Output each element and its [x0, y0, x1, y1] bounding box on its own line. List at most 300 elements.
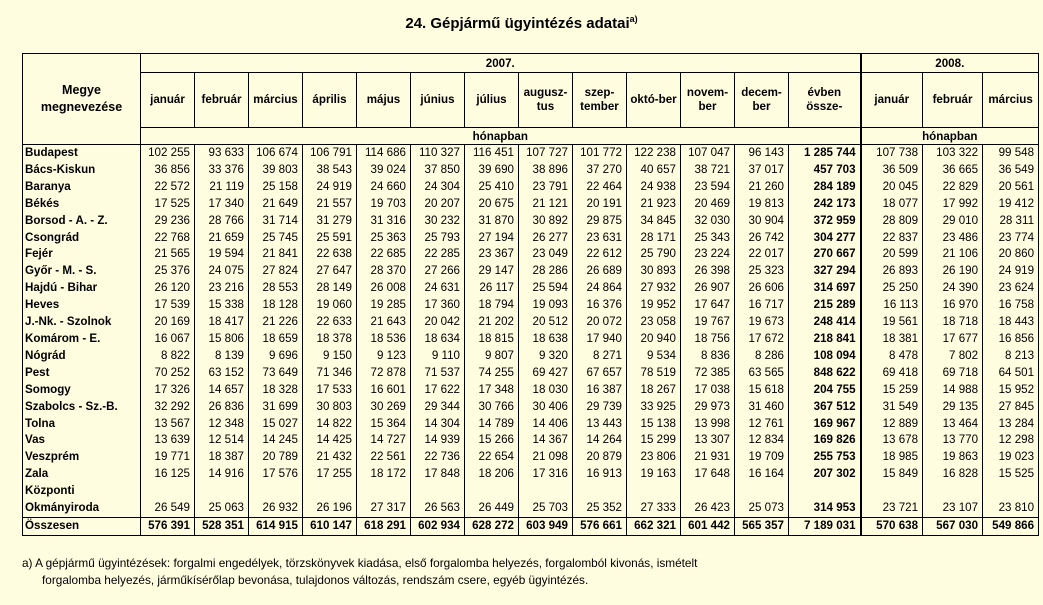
- table-cell: 116 451: [465, 145, 519, 162]
- table-cell: 242 173: [789, 196, 861, 213]
- row-name: Hajdú - Bihar: [23, 280, 141, 297]
- row-name: Nógrád: [23, 348, 141, 365]
- table-cell: 169 826: [789, 432, 861, 449]
- table-cell: 21 106: [923, 246, 983, 263]
- table-cell: 17 533: [303, 382, 357, 399]
- table-cell: [249, 483, 303, 500]
- table-cell: [681, 483, 735, 500]
- table-cell: 72 385: [681, 365, 735, 382]
- table-cell: 26 932: [249, 500, 303, 517]
- table-row: [23, 162, 1039, 179]
- table-cell: 20 191: [573, 196, 627, 213]
- month-header-2007: május: [357, 73, 411, 128]
- table-cell: 23 107: [923, 500, 983, 517]
- table-cell: 601 442: [681, 517, 735, 535]
- table-cell: 8 836: [681, 348, 735, 365]
- table-cell: 19 952: [627, 297, 681, 314]
- footnote-line-2: forgalomba helyezés, járműkísérőlap bevonása, tulajdonos változás, rendszám csere, egyéb ügyintézés.: [42, 573, 589, 587]
- table-cell: 25 410: [465, 179, 519, 196]
- table-row: [23, 297, 1039, 314]
- table-cell: 17 677: [923, 331, 983, 348]
- table-cell: 255 753: [789, 449, 861, 466]
- year-2007-header: 2007.: [141, 54, 861, 73]
- table-cell: 31 316: [357, 213, 411, 230]
- table-cell: 17 038: [681, 382, 735, 399]
- table-cell: 14 916: [195, 466, 249, 483]
- table-cell: 8 213: [983, 348, 1039, 365]
- table-row: [23, 348, 1039, 365]
- table-cell: 21 659: [195, 230, 249, 247]
- table-row: [23, 416, 1039, 433]
- table-cell: 21 432: [303, 449, 357, 466]
- table-cell: 16 164: [735, 466, 789, 483]
- table-cell: 17 255: [303, 466, 357, 483]
- table-cell: 17 539: [141, 297, 195, 314]
- table-cell: 30 904: [735, 213, 789, 230]
- table-cell: 69 418: [861, 365, 923, 382]
- table-cell: 327 294: [789, 263, 861, 280]
- table-cell: 18 718: [923, 314, 983, 331]
- table-cell: 26 549: [141, 500, 195, 517]
- table-cell: 26 893: [861, 263, 923, 280]
- table-cell: 215 289: [789, 297, 861, 314]
- table-cell: 19 673: [735, 314, 789, 331]
- table-cell: 27 194: [465, 230, 519, 247]
- title-text: 24. Gépjármű ügyintézés adatai: [405, 15, 630, 32]
- table-cell: [465, 483, 519, 500]
- table-cell: 22 633: [303, 314, 357, 331]
- table-cell: 20 169: [141, 314, 195, 331]
- table-cell: 15 259: [861, 382, 923, 399]
- table-cell: 18 659: [249, 331, 303, 348]
- table-cell: 28 171: [627, 230, 681, 247]
- table-cell: 24 304: [411, 179, 465, 196]
- table-row: [23, 382, 1039, 399]
- month-header-2007: január: [141, 73, 195, 128]
- table-cell: 20 042: [411, 314, 465, 331]
- table-cell: 24 390: [923, 280, 983, 297]
- table-cell: 848 622: [789, 365, 861, 382]
- table-cell: 23 624: [983, 280, 1039, 297]
- table-cell: 22 464: [573, 179, 627, 196]
- table-cell: 19 412: [983, 196, 1039, 213]
- table-cell: 20 512: [519, 314, 573, 331]
- table-cell: 18 387: [195, 449, 249, 466]
- table-cell: 101 772: [573, 145, 627, 162]
- month-header-2007: március: [249, 73, 303, 128]
- table-cell: 30 269: [357, 399, 411, 416]
- table-cell: 21 931: [681, 449, 735, 466]
- table-cell: 26 120: [141, 280, 195, 297]
- table-cell: 19 285: [357, 297, 411, 314]
- table-cell: 29 739: [573, 399, 627, 416]
- month-header-2007: február: [195, 73, 249, 128]
- table-cell: 106 791: [303, 145, 357, 162]
- table-cell: 13 443: [573, 416, 627, 433]
- table-cell: 21 121: [519, 196, 573, 213]
- table-cell: 30 893: [627, 263, 681, 280]
- table-cell: 284 189: [789, 179, 861, 196]
- table-row: [23, 432, 1039, 449]
- table-cell: 64 501: [983, 365, 1039, 382]
- table-cell: 27 647: [303, 263, 357, 280]
- table-cell: [627, 483, 681, 500]
- table-cell: 9 534: [627, 348, 681, 365]
- table-cell: 614 915: [249, 517, 303, 535]
- table-cell: [923, 483, 983, 500]
- table-row: [23, 483, 1039, 500]
- table-cell: 21 923: [627, 196, 681, 213]
- table-cell: 17 622: [411, 382, 465, 399]
- table-cell: 17 848: [411, 466, 465, 483]
- table-cell: 25 323: [735, 263, 789, 280]
- table-cell: 39 690: [465, 162, 519, 179]
- table-cell: 17 340: [195, 196, 249, 213]
- footnote: [22, 555, 1022, 589]
- table-cell: 27 932: [627, 280, 681, 297]
- table-cell: 15 364: [357, 416, 411, 433]
- table-cell: 9 110: [411, 348, 465, 365]
- row-name: Pest: [23, 365, 141, 382]
- table-cell: 17 360: [411, 297, 465, 314]
- table-cell: 18 128: [249, 297, 303, 314]
- table-cell: 108 094: [789, 348, 861, 365]
- table-cell: 38 543: [303, 162, 357, 179]
- table-row: [23, 230, 1039, 247]
- table-cell: 28 311: [983, 213, 1039, 230]
- table-cell: 23 049: [519, 246, 573, 263]
- table-cell: 21 649: [249, 196, 303, 213]
- table-cell: 26 742: [735, 230, 789, 247]
- row-name: Vas: [23, 432, 141, 449]
- table-cell: 18 378: [303, 331, 357, 348]
- table-cell: 18 417: [195, 314, 249, 331]
- table-cell: 27 845: [983, 399, 1039, 416]
- table-cell: 23 810: [983, 500, 1039, 517]
- table-cell: 16 601: [357, 382, 411, 399]
- table-cell: 71 537: [411, 365, 465, 382]
- table-cell: 14 425: [303, 432, 357, 449]
- table-cell: 314 697: [789, 280, 861, 297]
- table-cell: 26 563: [411, 500, 465, 517]
- month-header-2007: június: [411, 73, 465, 128]
- table-cell: 78 519: [627, 365, 681, 382]
- table-cell: 9 696: [249, 348, 303, 365]
- table-cell: 662 321: [627, 517, 681, 535]
- table-row: [23, 196, 1039, 213]
- unit-header-2007: hónapban: [141, 128, 861, 145]
- row-name: J.-Nk. - Szolnok: [23, 314, 141, 331]
- row-name: Összesen: [23, 517, 141, 535]
- table-cell: 15 338: [195, 297, 249, 314]
- table-cell: 24 864: [573, 280, 627, 297]
- table-cell: [303, 483, 357, 500]
- table-cell: 16 913: [573, 466, 627, 483]
- table-cell: 28 370: [357, 263, 411, 280]
- table-cell: 17 576: [249, 466, 303, 483]
- table-cell: 23 594: [681, 179, 735, 196]
- table-cell: 36 549: [983, 162, 1039, 179]
- table-cell: 9 320: [519, 348, 573, 365]
- table-cell: 18 536: [357, 331, 411, 348]
- table-cell: 26 398: [681, 263, 735, 280]
- table-cell: 24 919: [983, 263, 1039, 280]
- row-name: Heves: [23, 297, 141, 314]
- table-cell: 21 202: [465, 314, 519, 331]
- table-cell: 15 618: [735, 382, 789, 399]
- month-header-2008: február: [923, 73, 983, 128]
- table-cell: 570 638: [861, 517, 923, 535]
- table-cell: 21 226: [249, 314, 303, 331]
- table-cell: 32 292: [141, 399, 195, 416]
- table-cell: 17 348: [465, 382, 519, 399]
- table-cell: 25 073: [735, 500, 789, 517]
- table-cell: 63 152: [195, 365, 249, 382]
- table-cell: 30 803: [303, 399, 357, 416]
- table-cell: 29 135: [923, 399, 983, 416]
- table-cell: 28 286: [519, 263, 573, 280]
- table-cell: 8 271: [573, 348, 627, 365]
- table-cell: 12 514: [195, 432, 249, 449]
- table-cell: 17 647: [681, 297, 735, 314]
- table-cell: 26 423: [681, 500, 735, 517]
- table-cell: 21 260: [735, 179, 789, 196]
- table-cell: 30 406: [519, 399, 573, 416]
- table-cell: 69 427: [519, 365, 573, 382]
- table-cell: 17 316: [519, 466, 573, 483]
- table-cell: 73 649: [249, 365, 303, 382]
- table-cell: 30 232: [411, 213, 465, 230]
- table-cell: 122 238: [627, 145, 681, 162]
- table-cell: 1 285 744: [789, 145, 861, 162]
- table-cell: 25 250: [861, 280, 923, 297]
- table-cell: 17 940: [573, 331, 627, 348]
- table-cell: 610 147: [303, 517, 357, 535]
- table-cell: 38 721: [681, 162, 735, 179]
- table-cell: 27 333: [627, 500, 681, 517]
- table-cell: 29 875: [573, 213, 627, 230]
- table-cell: 576 391: [141, 517, 195, 535]
- table-cell: 304 277: [789, 230, 861, 247]
- row-name: Szabolcs - Sz.-B.: [23, 399, 141, 416]
- table-cell: 23 216: [195, 280, 249, 297]
- table-cell: 15 138: [627, 416, 681, 433]
- row-name: Somogy: [23, 382, 141, 399]
- table-cell: 23 721: [861, 500, 923, 517]
- table-cell: 18 815: [465, 331, 519, 348]
- table-cell: 12 761: [735, 416, 789, 433]
- table-cell: 13 284: [983, 416, 1039, 433]
- table-cell: 16 113: [861, 297, 923, 314]
- table-cell: 9 150: [303, 348, 357, 365]
- table-cell: 18 381: [861, 331, 923, 348]
- table-cell: 25 343: [681, 230, 735, 247]
- table-cell: 25 594: [519, 280, 573, 297]
- table-cell: 20 045: [861, 179, 923, 196]
- table-row: [23, 500, 1039, 517]
- row-name: Veszprém: [23, 449, 141, 466]
- table-row: [23, 246, 1039, 263]
- table-cell: 18 638: [519, 331, 573, 348]
- table-cell: 20 561: [983, 179, 1039, 196]
- table-cell: 14 727: [357, 432, 411, 449]
- table-cell: 13 307: [681, 432, 735, 449]
- table-cell: 29 973: [681, 399, 735, 416]
- row-name: Központi: [23, 483, 141, 500]
- table-cell: [195, 483, 249, 500]
- table-cell: 14 367: [519, 432, 573, 449]
- table-cell: 8 478: [861, 348, 923, 365]
- table-cell: 26 008: [357, 280, 411, 297]
- month-header-2007: szep-tember: [573, 73, 627, 128]
- table-row: [23, 517, 1039, 535]
- table-cell: 24 631: [411, 280, 465, 297]
- table-cell: 8 139: [195, 348, 249, 365]
- table-cell: [357, 483, 411, 500]
- table-cell: 72 878: [357, 365, 411, 382]
- table-cell: 15 266: [465, 432, 519, 449]
- table-cell: 22 837: [861, 230, 923, 247]
- table-row: [23, 179, 1039, 196]
- table-cell: 17 326: [141, 382, 195, 399]
- table-cell: 22 285: [411, 246, 465, 263]
- table-cell: 22 612: [573, 246, 627, 263]
- table-cell: 13 464: [923, 416, 983, 433]
- table-cell: 34 845: [627, 213, 681, 230]
- table-cell: 457 703: [789, 162, 861, 179]
- table-cell: 12 834: [735, 432, 789, 449]
- table-cell: 37 850: [411, 162, 465, 179]
- table-cell: 21 119: [195, 179, 249, 196]
- table-cell: 16 970: [923, 297, 983, 314]
- table-cell: 19 060: [303, 297, 357, 314]
- table-cell: 218 841: [789, 331, 861, 348]
- row-name: Fejér: [23, 246, 141, 263]
- table-cell: 14 822: [303, 416, 357, 433]
- table-cell: 19 594: [195, 246, 249, 263]
- table-cell: 33 376: [195, 162, 249, 179]
- table-cell: 39 024: [357, 162, 411, 179]
- table-cell: 70 252: [141, 365, 195, 382]
- table-cell: 204 755: [789, 382, 861, 399]
- table-cell: 27 317: [357, 500, 411, 517]
- table-cell: 36 856: [141, 162, 195, 179]
- table-cell: 31 549: [861, 399, 923, 416]
- table-cell: 20 860: [983, 246, 1039, 263]
- table-cell: 12 889: [861, 416, 923, 433]
- table-cell: 602 934: [411, 517, 465, 535]
- table-cell: 31 699: [249, 399, 303, 416]
- month-header-2007: április: [303, 73, 357, 128]
- table-cell: 17 672: [735, 331, 789, 348]
- table-row: [23, 213, 1039, 230]
- table-cell: 367 512: [789, 399, 861, 416]
- month-header-2008: január: [861, 73, 923, 128]
- table-cell: 15 027: [249, 416, 303, 433]
- table-cell: 32 030: [681, 213, 735, 230]
- row-name: Zala: [23, 466, 141, 483]
- table-cell: 29 147: [465, 263, 519, 280]
- table-cell: 15 806: [195, 331, 249, 348]
- table-cell: 110 327: [411, 145, 465, 162]
- table-cell: 9 807: [465, 348, 519, 365]
- table-row: [23, 280, 1039, 297]
- table-cell: 31 460: [735, 399, 789, 416]
- year-2008-header: 2008.: [861, 54, 1039, 73]
- table-cell: [141, 483, 195, 500]
- table-cell: 19 093: [519, 297, 573, 314]
- table-cell: 39 803: [249, 162, 303, 179]
- table-cell: 8 822: [141, 348, 195, 365]
- table-cell: 23 367: [465, 246, 519, 263]
- table-cell: [983, 483, 1039, 500]
- table-cell: 31 279: [303, 213, 357, 230]
- table-cell: 7 189 031: [789, 517, 861, 535]
- table-cell: 20 072: [573, 314, 627, 331]
- page-title: [0, 14, 1043, 32]
- table-cell: 14 245: [249, 432, 303, 449]
- table-row: [23, 466, 1039, 483]
- table-cell: 22 768: [141, 230, 195, 247]
- table-cell: 23 631: [573, 230, 627, 247]
- data-table: [22, 53, 1039, 536]
- table-cell: 30 766: [465, 399, 519, 416]
- table-cell: 36 509: [861, 162, 923, 179]
- table-cell: 37 017: [735, 162, 789, 179]
- table-cell: 26 117: [465, 280, 519, 297]
- table-cell: 14 789: [465, 416, 519, 433]
- table-cell: 207 302: [789, 466, 861, 483]
- table-cell: 107 727: [519, 145, 573, 162]
- table-cell: 21 557: [303, 196, 357, 213]
- table-cell: 26 196: [303, 500, 357, 517]
- table-cell: 20 469: [681, 196, 735, 213]
- table-cell: [735, 483, 789, 500]
- table-cell: 13 567: [141, 416, 195, 433]
- month-header-2007: decem-ber: [735, 73, 789, 128]
- table-cell: 18 756: [681, 331, 735, 348]
- table-cell: 16 376: [573, 297, 627, 314]
- table-cell: 71 346: [303, 365, 357, 382]
- table-cell: 22 561: [357, 449, 411, 466]
- table-cell: 96 143: [735, 145, 789, 162]
- table-row: [23, 399, 1039, 416]
- table-cell: 107 738: [861, 145, 923, 162]
- table-cell: 18 328: [249, 382, 303, 399]
- table-cell: 13 678: [861, 432, 923, 449]
- column-header-megye: Megye megnevezése: [23, 54, 141, 145]
- table-cell: 18 172: [357, 466, 411, 483]
- table-cell: 114 686: [357, 145, 411, 162]
- table-cell: 13 770: [923, 432, 983, 449]
- table-cell: 25 063: [195, 500, 249, 517]
- table-cell: 13 639: [141, 432, 195, 449]
- table-cell: 63 565: [735, 365, 789, 382]
- table-cell: 26 606: [735, 280, 789, 297]
- table-cell: 21 565: [141, 246, 195, 263]
- table-cell: 628 272: [465, 517, 519, 535]
- table-cell: 270 667: [789, 246, 861, 263]
- table-cell: 25 352: [573, 500, 627, 517]
- table-cell: 20 599: [861, 246, 923, 263]
- table-cell: 93 633: [195, 145, 249, 162]
- table-cell: 69 718: [923, 365, 983, 382]
- table-cell: 18 443: [983, 314, 1039, 331]
- table-cell: 15 952: [983, 382, 1039, 399]
- table-cell: 23 774: [983, 230, 1039, 247]
- table-cell: 22 017: [735, 246, 789, 263]
- table-row: [23, 314, 1039, 331]
